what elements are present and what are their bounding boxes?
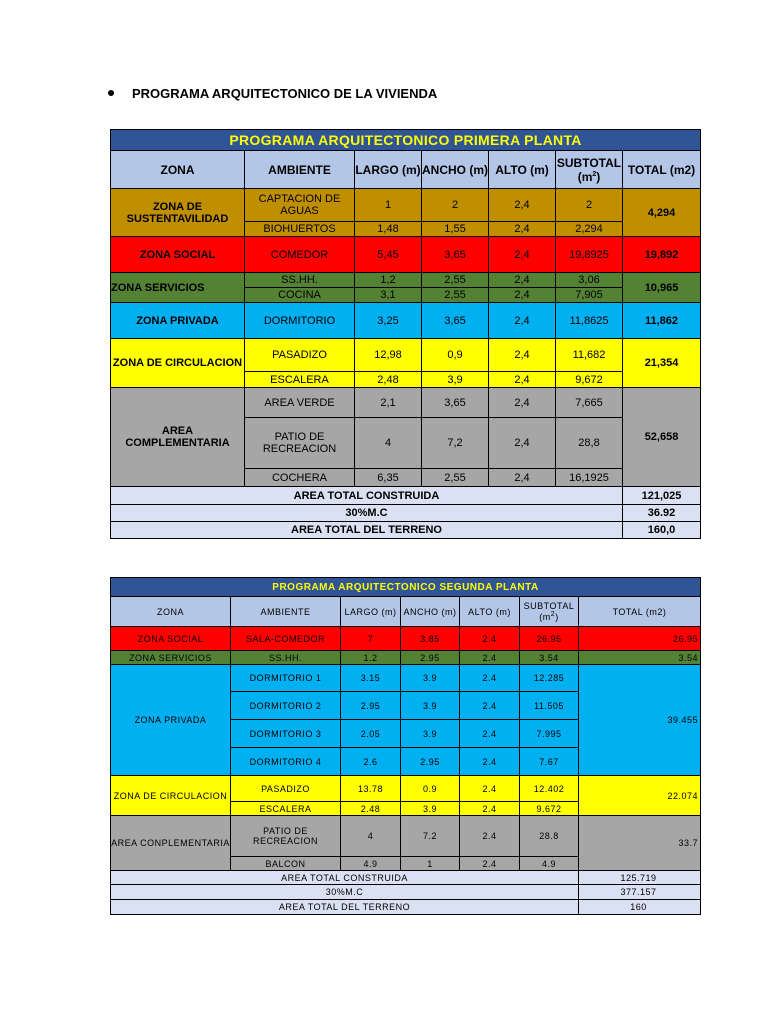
table-row-cell: 2.4 (460, 651, 520, 665)
table-row-cell: 7.2 (401, 816, 460, 857)
table-row-cell: 2,1 (355, 388, 422, 418)
total-value: 125.719 (579, 871, 701, 885)
table-row-cell: 11,8625 (556, 303, 623, 339)
table-row-cell: 2,4 (489, 303, 556, 339)
table-row-cell: 1,48 (355, 222, 422, 237)
table-row-cell: DORMITORIO (245, 303, 355, 339)
table-row-cell: 3,06 (556, 273, 623, 288)
table-row-cell: 2,4 (489, 222, 556, 237)
table-row-cell: DORMITORIO 4 (231, 748, 341, 776)
table-row-cell: 4 (355, 418, 422, 469)
table-row-cell: 2,4 (489, 339, 556, 372)
zone-social: ZONA SOCIAL (111, 237, 245, 273)
table-row-cell: 2,55 (422, 288, 489, 303)
zone-social: ZONA SOCIAL (111, 627, 231, 651)
table-row-cell: 2,4 (489, 273, 556, 288)
table-row-cell: 7.995 (520, 720, 579, 748)
total-value: 160 (579, 900, 701, 915)
table-row-cell: 7,2 (422, 418, 489, 469)
table-row-cell: 3.9 (401, 802, 460, 816)
zone-total: 21,354 (623, 339, 701, 388)
total-value: 160,0 (623, 522, 701, 539)
table-row-cell: 19,8925 (556, 237, 623, 273)
table-row-cell: 3.54 (520, 651, 579, 665)
table-row-cell: 5,45 (355, 237, 422, 273)
total-label: AREA TOTAL CONSTRUIDA (111, 487, 623, 505)
total-label: 30%M.C (111, 885, 579, 900)
table-row-cell: 0.9 (401, 776, 460, 802)
total-value: 36.92 (623, 505, 701, 522)
total-value: 377.157 (579, 885, 701, 900)
table-row-cell: 1,55 (422, 222, 489, 237)
table-row-cell: 1,2 (355, 273, 422, 288)
table-row-cell: DORMITORIO 1 (231, 665, 341, 692)
table-row-cell: 2,4 (489, 237, 556, 273)
table-title: PROGRAMA ARQUITECTONICO SEGUNDA PLANTA (111, 578, 701, 597)
table-row-cell: 2 (422, 189, 489, 222)
table-row-cell: 2.95 (401, 651, 460, 665)
zone-total: 3.54 (579, 651, 701, 665)
table-title: PROGRAMA ARQUITECTONICO PRIMERA PLANTA (111, 130, 701, 151)
table-row-cell: SS.HH. (231, 651, 341, 665)
table-row-cell: PASADIZO (231, 776, 341, 802)
header-total: TOTAL (m2) (623, 151, 701, 189)
section-heading (108, 86, 437, 101)
table-row-cell: PASADIZO (245, 339, 355, 372)
table-row-cell: 6,35 (355, 469, 422, 487)
table-row-cell: 12.402 (520, 776, 579, 802)
second-floor-table (110, 577, 701, 915)
table-row-cell: 2.4 (460, 720, 520, 748)
header-largo: LARGO (m) (341, 597, 401, 627)
table-row-cell: 3,1 (355, 288, 422, 303)
first-floor-table (110, 129, 701, 539)
zone-total: 22.074 (579, 776, 701, 816)
table-row-cell: 12,98 (355, 339, 422, 372)
table-row-cell: 3.9 (401, 692, 460, 720)
table-row-cell: PATIO DE RECREACION (245, 418, 355, 469)
table-row-cell: 3.85 (401, 627, 460, 651)
table-row-cell: 2.95 (341, 692, 401, 720)
table-row-cell: COCINA (245, 288, 355, 303)
table-row-cell: 11,682 (556, 339, 623, 372)
table-row-cell: 3,25 (355, 303, 422, 339)
zone-total: 11,862 (623, 303, 701, 339)
zone-total: 39.455 (579, 665, 701, 776)
table-row-cell: 2.95 (401, 748, 460, 776)
table-row-cell: 7 (341, 627, 401, 651)
table-row-cell: COMEDOR (245, 237, 355, 273)
table-row-cell: 2.48 (341, 802, 401, 816)
table-row-cell: 2,4 (489, 388, 556, 418)
total-value: 121,025 (623, 487, 701, 505)
table-row-cell: 3.9 (401, 720, 460, 748)
table-row-cell: ESCALERA (245, 372, 355, 388)
table-row-cell: 0,9 (422, 339, 489, 372)
table-row-cell: 4.9 (520, 857, 579, 871)
zone-total: 26.95 (579, 627, 701, 651)
zone-servicios: ZONA SERVICIOS (111, 651, 231, 665)
table-row-cell: 2.05 (341, 720, 401, 748)
zone-total: 4,294 (623, 189, 701, 237)
table-row-cell: 2.4 (460, 627, 520, 651)
header-ambiente: AMBIENTE (245, 151, 355, 189)
table-row-cell: 2 (556, 189, 623, 222)
table-row-cell: 4.9 (341, 857, 401, 871)
table-row-cell: 2,48 (355, 372, 422, 388)
table-row-cell: 3.9 (401, 665, 460, 692)
header-subtotal: SUBTOTAL $(m^2)$ (520, 597, 579, 627)
table-row-cell: DORMITORIO 2 (231, 692, 341, 720)
table-row-cell: CAPTACION DE AGUAS (245, 189, 355, 222)
table-row-cell: 2,4 (489, 469, 556, 487)
table-row-cell: 2.4 (460, 748, 520, 776)
table-row-cell: SALA-COMEDOR (231, 627, 341, 651)
total-label: 30%M.C (111, 505, 623, 522)
header-alto: ALTO (m) (489, 151, 556, 189)
table-row-cell: 16,1925 (556, 469, 623, 487)
header-ancho: ANCHO (m) (422, 151, 489, 189)
bullet-icon (108, 90, 114, 96)
table-row-cell: AREA VERDE (245, 388, 355, 418)
table-row-cell: ESCALERA (231, 802, 341, 816)
table-row-cell: 1 (401, 857, 460, 871)
header-zona: ZONA (111, 597, 231, 627)
table-row-cell: 2,55 (422, 273, 489, 288)
table-row-cell: 3.15 (341, 665, 401, 692)
table-row-cell: COCHERA (245, 469, 355, 487)
total-label: AREA TOTAL DEL TERRENO (111, 900, 579, 915)
zone-circulacion: ZONA DE CIRCULACION (111, 776, 231, 816)
total-label: AREA TOTAL DEL TERRENO (111, 522, 623, 539)
heading-text: PROGRAMA ARQUITECTONICO DE LA VIVIENDA (132, 86, 438, 101)
header-alto: ALTO (m) (460, 597, 520, 627)
header-zona: ZONA (111, 151, 245, 189)
table-row-cell: 4 (341, 816, 401, 857)
table-row-cell: 7,665 (556, 388, 623, 418)
header-ambiente: AMBIENTE (231, 597, 341, 627)
header-largo: LARGO (m) (355, 151, 422, 189)
table-row-cell: 2,4 (489, 189, 556, 222)
header-subtotal: SUBTOTAL $(m^2)$ (556, 151, 623, 189)
table-row-cell: 11.505 (520, 692, 579, 720)
zone-total: 19,892 (623, 237, 701, 273)
table-row-cell: DORMITORIO 3 (231, 720, 341, 748)
zone-total: 33.7 (579, 816, 701, 871)
zone-privada: ZONA PRIVADA (111, 665, 231, 776)
table-row-cell: 7.67 (520, 748, 579, 776)
table-row-cell: 2,55 (422, 469, 489, 487)
table-row-cell: 7,905 (556, 288, 623, 303)
table-row-cell: 2,4 (489, 288, 556, 303)
zone-circulacion: ZONA DE CIRCULACION (111, 339, 245, 388)
table-row-cell: PATIO DE RECREACION (231, 816, 341, 857)
total-label: AREA TOTAL CONSTRUIDA (111, 871, 579, 885)
table-row-cell: 1.2 (341, 651, 401, 665)
table-row-cell: 2.6 (341, 748, 401, 776)
zone-sustentabilidad: ZONA DE SUSTENTAVILIDAD (111, 189, 245, 237)
table-row-cell: 2.4 (460, 692, 520, 720)
table-row-cell: 2.4 (460, 665, 520, 692)
header-ancho: ANCHO (m) (401, 597, 460, 627)
table-row-cell: 3,65 (422, 303, 489, 339)
zone-complementaria: AREA CONPLEMENTARIA (111, 816, 231, 871)
table-row-cell: 12.285 (520, 665, 579, 692)
table-row-cell: 3,65 (422, 388, 489, 418)
zone-complementaria: AREA COMPLEMENTARIA (111, 388, 245, 487)
table-row-cell: 28.8 (520, 816, 579, 857)
table-row-cell: 28,8 (556, 418, 623, 469)
table-row-cell: BALCON (231, 857, 341, 871)
table-row-cell: 13.78 (341, 776, 401, 802)
table-row-cell: 2.4 (460, 802, 520, 816)
zone-privada: ZONA PRIVADA (111, 303, 245, 339)
table-row-cell: 26.95 (520, 627, 579, 651)
zone-total: 52,658 (623, 388, 701, 487)
table-row-cell: 2,4 (489, 418, 556, 469)
table-row-cell: 3,9 (422, 372, 489, 388)
table-row-cell: 3,65 (422, 237, 489, 273)
table-row-cell: SS.HH. (245, 273, 355, 288)
table-row-cell: BIOHUERTOS (245, 222, 355, 237)
table-row-cell: 2.4 (460, 857, 520, 871)
table-row-cell: 2,294 (556, 222, 623, 237)
table-row-cell: 9,672 (556, 372, 623, 388)
table-row-cell: 1 (355, 189, 422, 222)
zone-total: 10,965 (623, 273, 701, 303)
table-row-cell: 2.4 (460, 776, 520, 802)
table-row-cell: 9.672 (520, 802, 579, 816)
zone-servicios: ZONA SERVICIOS (111, 273, 245, 303)
table-row-cell: 2.4 (460, 816, 520, 857)
table-row-cell: 2,4 (489, 372, 556, 388)
header-total: TOTAL (m2) (579, 597, 701, 627)
